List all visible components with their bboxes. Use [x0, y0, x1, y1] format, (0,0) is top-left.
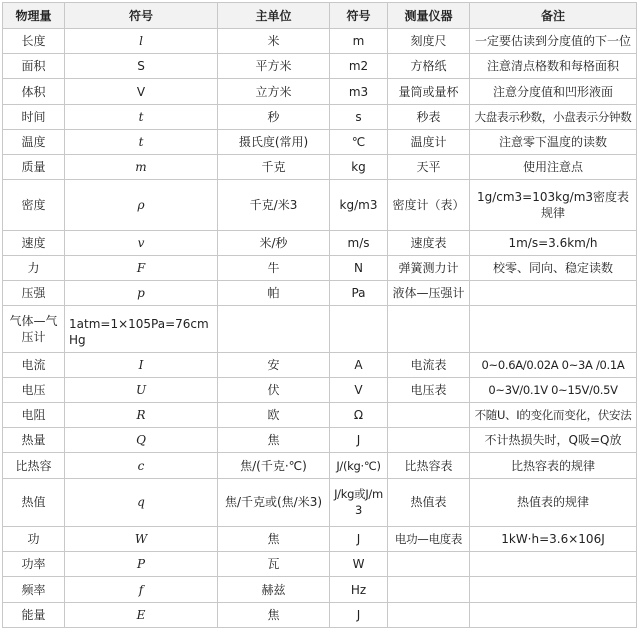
- header-unit: 主单位: [218, 3, 330, 29]
- table-row: [3, 377, 637, 402]
- table-row: [3, 478, 637, 526]
- cell-symbol: S: [65, 54, 218, 79]
- header-instrument: 测量仪器: [388, 3, 470, 29]
- cell-unit-symbol: J/kg或J/m3: [330, 478, 388, 526]
- cell-symbol: U: [65, 377, 218, 402]
- cell-unit-symbol: J: [330, 428, 388, 453]
- cell-quantity: 质量: [3, 155, 65, 180]
- cell-note: [470, 602, 637, 627]
- cell-instrument: 量筒或量杯: [388, 79, 470, 104]
- cell-quantity: 面积: [3, 54, 65, 79]
- table-row: [3, 428, 637, 453]
- cell-unit-symbol: kg: [330, 155, 388, 180]
- cell-unit-symbol: J/(kg·℃): [330, 453, 388, 478]
- cell-unit: 千克/米3: [218, 180, 330, 230]
- cell-quantity: 功率: [3, 552, 65, 577]
- cell-instrument: 速度表: [388, 230, 470, 255]
- cell-unit-symbol: ℃: [330, 129, 388, 154]
- cell-instrument: [388, 403, 470, 428]
- table-row: [3, 54, 637, 79]
- cell-unit: 欧: [218, 403, 330, 428]
- cell-unit-symbol: m2: [330, 54, 388, 79]
- cell-note: 校零、同向、稳定读数: [470, 255, 637, 280]
- cell-quantity: 频率: [3, 577, 65, 602]
- cell-unit-symbol: Pa: [330, 281, 388, 306]
- cell-instrument: 密度计（表）: [388, 180, 470, 230]
- cell-symbol: V: [65, 79, 218, 104]
- cell-symbol: E: [65, 602, 218, 627]
- cell-unit: 焦/(千克·℃): [218, 453, 330, 478]
- table-row: [3, 129, 637, 154]
- cell-unit-symbol: m3: [330, 79, 388, 104]
- cell-instrument: [388, 602, 470, 627]
- cell-unit-symbol: Hz: [330, 577, 388, 602]
- cell-instrument: 电压表: [388, 377, 470, 402]
- cell-instrument: 热值表: [388, 478, 470, 526]
- header-quantity: 物理量: [3, 3, 65, 29]
- cell-unit-symbol: kg/m3: [330, 180, 388, 230]
- cell-symbol: f: [65, 577, 218, 602]
- cell-unit: [218, 306, 330, 352]
- cell-instrument: 刻度尺: [388, 29, 470, 54]
- cell-note: 1kW·h=3.6×106J: [470, 527, 637, 552]
- table-row: [3, 403, 637, 428]
- cell-symbol: t: [65, 104, 218, 129]
- cell-quantity: 温度: [3, 129, 65, 154]
- cell-quantity: 电阻: [3, 403, 65, 428]
- cell-note: 使用注意点: [470, 155, 637, 180]
- cell-instrument: [388, 306, 470, 352]
- cell-note: [470, 577, 637, 602]
- cell-quantity: 时间: [3, 104, 65, 129]
- cell-unit: 安: [218, 352, 330, 377]
- cell-unit: 牛: [218, 255, 330, 280]
- cell-unit-symbol: m/s: [330, 230, 388, 255]
- cell-symbol: c: [65, 453, 218, 478]
- cell-note: 一定要估读到分度值的下一位: [470, 29, 637, 54]
- cell-unit: 立方米: [218, 79, 330, 104]
- cell-unit: 平方米: [218, 54, 330, 79]
- cell-instrument: 电流表: [388, 352, 470, 377]
- cell-unit: 千克: [218, 155, 330, 180]
- cell-quantity: 压强: [3, 281, 65, 306]
- cell-note: [470, 306, 637, 352]
- cell-note: 热值表的规律: [470, 478, 637, 526]
- cell-instrument: [388, 552, 470, 577]
- table-row: [3, 602, 637, 627]
- cell-unit: 伏: [218, 377, 330, 402]
- cell-symbol: v: [65, 230, 218, 255]
- cell-unit-symbol: J: [330, 527, 388, 552]
- cell-instrument: 电功—电度表: [388, 527, 470, 552]
- cell-note: 比热容表的规律: [470, 453, 637, 478]
- header-row: [3, 3, 637, 29]
- cell-unit: 秒: [218, 104, 330, 129]
- cell-quantity: 热值: [3, 478, 65, 526]
- cell-unit-symbol: N: [330, 255, 388, 280]
- cell-unit-symbol: W: [330, 552, 388, 577]
- table-row: [3, 155, 637, 180]
- cell-unit-symbol: [330, 306, 388, 352]
- cell-symbol: p: [65, 281, 218, 306]
- cell-symbol: t: [65, 129, 218, 154]
- cell-instrument: 比热容表: [388, 453, 470, 478]
- header-note: 备注: [470, 3, 637, 29]
- table-row: [3, 230, 637, 255]
- cell-unit: 米: [218, 29, 330, 54]
- cell-symbol: 1atm=1×105Pa=76cmHg: [65, 306, 218, 352]
- cell-unit: 瓦: [218, 552, 330, 577]
- table-row: [3, 527, 637, 552]
- cell-unit: 帕: [218, 281, 330, 306]
- table-row: [3, 79, 637, 104]
- cell-note: 注意零下温度的读数: [470, 129, 637, 154]
- cell-quantity: 速度: [3, 230, 65, 255]
- physics-quantities-table: [2, 2, 637, 628]
- header-symbol: 符号: [65, 3, 218, 29]
- cell-quantity: 能量: [3, 602, 65, 627]
- header-unit-symbol: 符号: [330, 3, 388, 29]
- cell-symbol: I: [65, 352, 218, 377]
- table-row: [3, 281, 637, 306]
- cell-unit-symbol: m: [330, 29, 388, 54]
- cell-quantity: 电流: [3, 352, 65, 377]
- cell-symbol: q: [65, 478, 218, 526]
- cell-unit: 焦: [218, 527, 330, 552]
- table-row: [3, 255, 637, 280]
- cell-symbol: P: [65, 552, 218, 577]
- cell-instrument: 天平: [388, 155, 470, 180]
- cell-note: 1g/cm3=103kg/m3密度表规律: [470, 180, 637, 230]
- cell-unit-symbol: Ω: [330, 403, 388, 428]
- cell-unit-symbol: J: [330, 602, 388, 627]
- cell-unit: 赫兹: [218, 577, 330, 602]
- cell-symbol: W: [65, 527, 218, 552]
- cell-note: 0~3V/0.1V 0~15V/0.5V: [470, 377, 637, 402]
- cell-quantity: 气体—气压计: [3, 306, 65, 352]
- cell-unit-symbol: s: [330, 104, 388, 129]
- cell-instrument: 方格纸: [388, 54, 470, 79]
- cell-instrument: [388, 428, 470, 453]
- cell-note: 0~0.6A/0.02A 0~3A /0.1A: [470, 352, 637, 377]
- cell-quantity: 比热容: [3, 453, 65, 478]
- cell-quantity: 长度: [3, 29, 65, 54]
- cell-quantity: 功: [3, 527, 65, 552]
- cell-note: 不计热损失时，Q吸=Q放: [470, 428, 637, 453]
- cell-symbol: F: [65, 255, 218, 280]
- cell-symbol: R: [65, 403, 218, 428]
- cell-unit: 摄氏度(常用): [218, 129, 330, 154]
- cell-symbol: m: [65, 155, 218, 180]
- cell-quantity: 力: [3, 255, 65, 280]
- cell-note: 注意清点格数和每格面积: [470, 54, 637, 79]
- table-row: [3, 180, 637, 230]
- cell-quantity: 体积: [3, 79, 65, 104]
- cell-quantity: 电压: [3, 377, 65, 402]
- table-row: [3, 29, 637, 54]
- cell-note: 大盘表示秒数，小盘表示分钟数: [470, 104, 637, 129]
- cell-symbol: Q: [65, 428, 218, 453]
- cell-quantity: 密度: [3, 180, 65, 230]
- cell-unit-symbol: A: [330, 352, 388, 377]
- cell-unit-symbol: V: [330, 377, 388, 402]
- cell-instrument: 弹簧测力计: [388, 255, 470, 280]
- table-row: [3, 306, 637, 352]
- table-row: [3, 552, 637, 577]
- cell-instrument: 液体—压强计: [388, 281, 470, 306]
- cell-note: [470, 281, 637, 306]
- table-row: [3, 453, 637, 478]
- cell-symbol: ρ: [65, 180, 218, 230]
- cell-note: 注意分度值和凹形液面: [470, 79, 637, 104]
- cell-unit: 焦: [218, 602, 330, 627]
- cell-note: 1m/s=3.6km/h: [470, 230, 637, 255]
- cell-symbol: l: [65, 29, 218, 54]
- table-row: [3, 352, 637, 377]
- cell-unit: 焦: [218, 428, 330, 453]
- table-row: [3, 577, 637, 602]
- cell-instrument: 温度计: [388, 129, 470, 154]
- cell-note: [470, 552, 637, 577]
- cell-instrument: 秒表: [388, 104, 470, 129]
- table-row: [3, 104, 637, 129]
- cell-unit: 米/秒: [218, 230, 330, 255]
- cell-unit: 焦/千克或(焦/米3): [218, 478, 330, 526]
- cell-note: 不随U、I的变化而变化，伏安法: [470, 403, 637, 428]
- cell-quantity: 热量: [3, 428, 65, 453]
- cell-instrument: [388, 577, 470, 602]
